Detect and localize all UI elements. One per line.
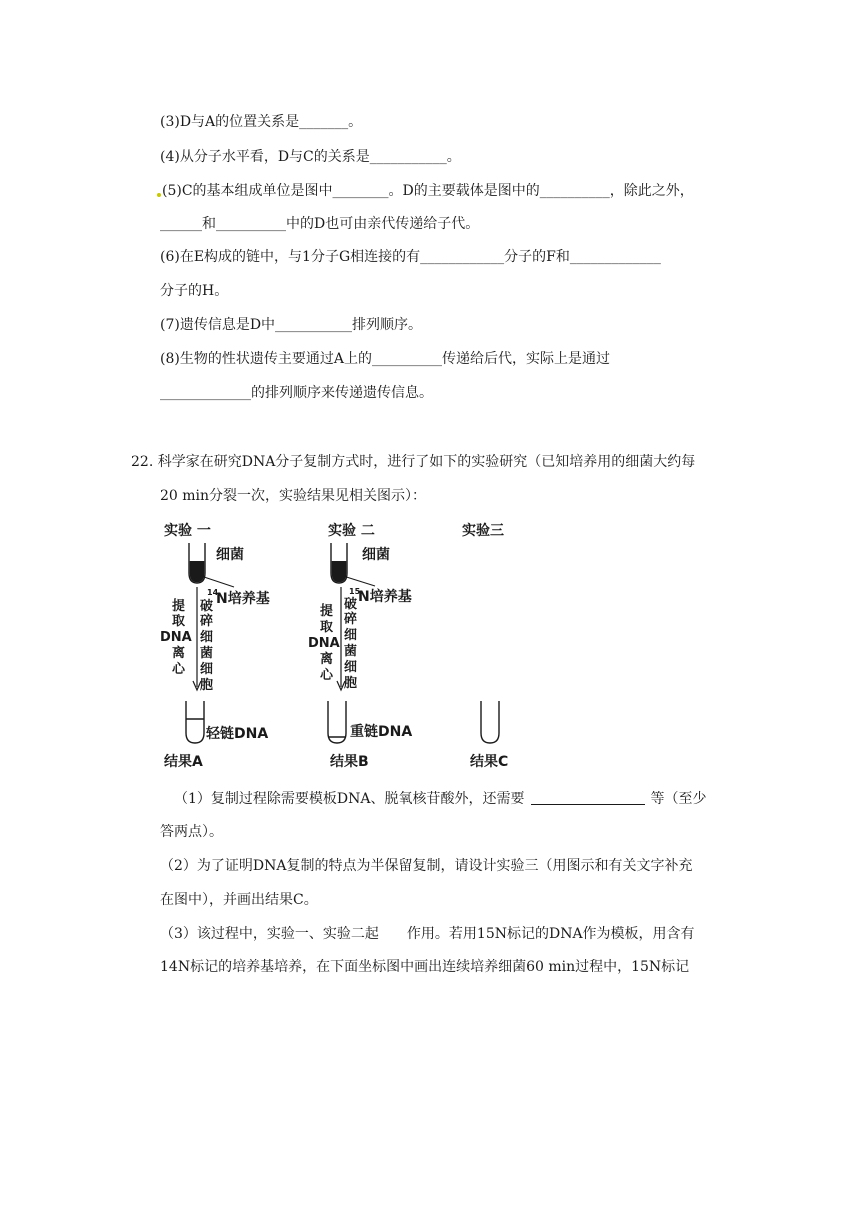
exp1-break-text [199,598,213,693]
experiment-figure [160,515,540,773]
svg-text:细: 细 [344,628,358,643]
exp2-label: 实验 二 [328,523,375,539]
svg-text:菌: 菌 [344,644,358,659]
highlight-dot [157,193,161,197]
exp2-break-text [343,596,357,691]
question-5-line-2: ______和__________中的D也可由亲代传递给子代。 [160,216,480,232]
exp2-medium-label: N培养基 [358,589,412,605]
svg-text:提: 提 [320,604,334,619]
svg-text:碎: 碎 [344,612,358,627]
experiment-diagram [160,515,540,773]
result-c-tube [481,701,499,743]
svg-text:破: 破 [200,599,214,614]
question-5-line-1: (5)C的基本组成单位是图中________。D的主要载体是图中的__________，除此之外， [162,183,694,199]
answer-blank[interactable] [531,790,645,805]
exp2-extract-text [308,603,340,683]
svg-text:DNA: DNA [308,636,340,651]
svg-text:碎: 碎 [200,614,214,629]
svg-text:菌: 菌 [200,646,214,661]
sub-question-1-line-1 [174,789,707,809]
svg-text:DNA: DNA [160,630,192,645]
exp2-bacteria-label: 细菌 [362,547,390,563]
svg-text:提: 提 [172,599,186,614]
exp1-bacteria-label: 细菌 [216,547,244,563]
result-a-label: 结果A [164,754,203,770]
sub-question-3-line-1: （3）该过程中，实验一、实验二起 作用。若用15N标记的DNA作为模板，用含有 [160,926,695,942]
question-4-line: (4)从分子水平看，D与C的关系是___________。 [160,149,461,165]
question-3-line: (3)D与A的位置关系是_______。 [160,114,363,130]
exp1-extract-text [160,598,192,677]
svg-text:离: 离 [172,646,186,661]
svg-text:离: 离 [320,652,334,667]
question-6-line-2: 分子的H。 [160,283,229,299]
question-22-line-1: 22. 科学家在研究DNA分子复制方式时，进行了如下的实验研究（已知培养用的细菌大约每 [131,454,696,470]
svg-text:胞: 胞 [200,678,214,693]
exp3-label: 实验三 [462,523,504,539]
svg-text:破: 破 [344,597,358,612]
sub-question-1-text: （1）复制过程除需要模板DNA、脱氧核苷酸外，还需要 [174,791,525,807]
svg-text:心: 心 [320,668,334,683]
svg-text:取: 取 [320,620,334,635]
sub-question-1-tail: 等（至少 [650,791,707,807]
result-a-tube [186,701,204,743]
sub-question-2-line-2: 在图中），并画出结果C。 [160,892,318,908]
sub-question-1-line-2: 答两点）。 [160,824,223,840]
question-7-line: (7)遗传信息是D中___________排列顺序。 [160,317,423,333]
question-8-line-2: _____________的排列顺序来传递遗传信息。 [160,385,433,401]
result-b-label: 结果B [330,754,369,770]
svg-text:取: 取 [172,614,186,629]
exp1-medium-sup: 14 [207,588,219,597]
exp2-medium-sup: 15 [349,587,361,596]
exp1-medium-label: N培养基 [216,591,270,607]
light-dna-label: 轻链DNA [206,726,269,742]
heavy-dna-label: 重链DNA [350,724,413,740]
svg-text:心: 心 [172,662,186,677]
question-6-line-1: (6)在E构成的链中，与1分子G相连接的有____________分子的F和_____________ [160,249,661,265]
svg-text:细: 细 [200,662,214,677]
svg-text:细: 细 [200,630,214,645]
exp2-culture-tube [331,543,347,583]
question-22-line-2: 20 min分裂一次，实验结果见相关图示）： [160,488,427,504]
exp1-label: 实验 一 [164,523,211,539]
svg-text:胞: 胞 [344,676,358,691]
result-c-label: 结果C [470,754,509,770]
svg-text:细: 细 [344,660,358,675]
sub-question-3-line-2: 14N标记的培养基培养，在下面坐标图中画出连续培养细菌60 min过程中，15N标记 [160,959,690,975]
question-8-line-1: (8)生物的性状遗传主要通过A上的__________传递给后代，实际上是通过 [160,351,610,367]
sub-question-2-line-1: （2）为了证明DNA复制的特点为半保留复制，请设计实验三（用图示和有关文字补充 [160,858,693,874]
